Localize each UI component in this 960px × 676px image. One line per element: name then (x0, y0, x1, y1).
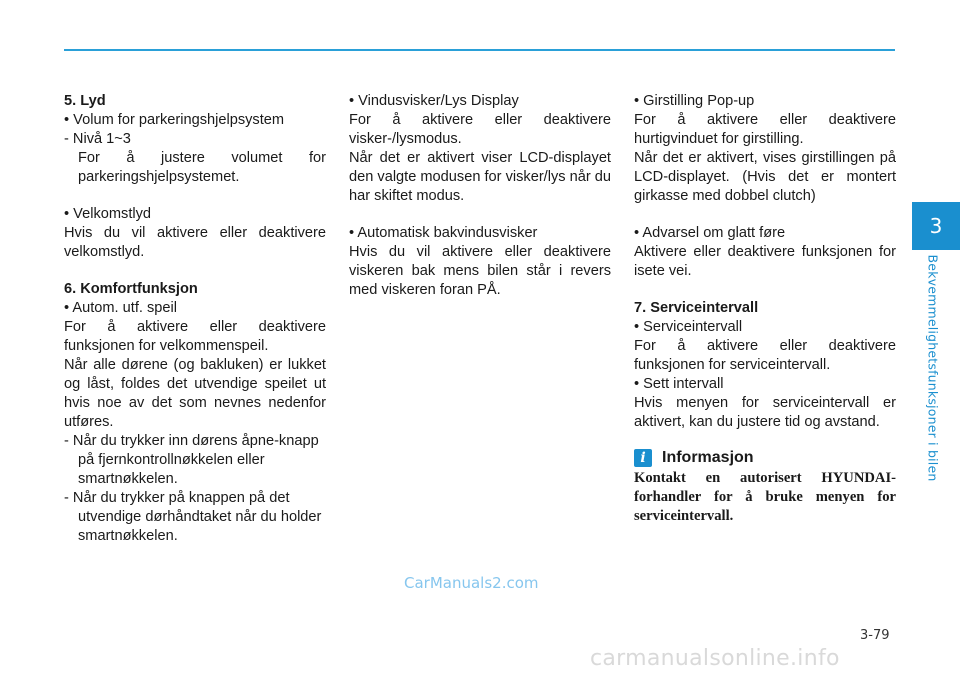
bullet-wiper-display: • Vindusvisker/Lys Display (349, 93, 519, 109)
header-rule (64, 49, 895, 51)
dash-remote-button: - Når du trykker inn dørens åpne-knapp på fjernkontrollnøkkelen eller smartnøkkelen. (64, 433, 319, 487)
text-gear-lcd: Når det er aktivert, vises girstillingen på LCD-displayet. (Hvis det er montert girkasse med dobbel clutch) (634, 150, 896, 204)
text-auto-mirror: For å aktivere eller deaktivere funksjonen for velkommenspeil. (64, 319, 326, 354)
dash-door-handle: - Når du trykker på knappen på det utvendige dørhåndtaket når du holder smartnøkkelen. (64, 490, 322, 544)
text-welcome-sound: Hvis du vil aktivere eller deaktivere velkomstlyd. (64, 225, 326, 260)
info-box-header (634, 448, 896, 467)
page-number: 3-79 (860, 628, 890, 643)
text-gear-popup: For å aktivere eller deaktivere hurtigvinduet for girstilling. (634, 112, 896, 147)
text-mirror-conditions: Når alle dørene (og bakluken) er lukket og låst, foldes det utvendige speilet ut hvis noe av det som nevnes nedenfor utføres. (64, 357, 326, 430)
dash-level: - Nivå 1~3 (64, 131, 131, 147)
text-icy-road: Aktivere eller deaktivere funksjonen for isete vei. (634, 244, 896, 279)
bullet-icy-road: • Advarsel om glatt føre (634, 225, 786, 241)
bullet-set-interval: • Sett intervall (634, 376, 724, 392)
text-set-interval: Hvis menyen for serviceintervall er aktivert, kan du justere tid og avstand. (634, 395, 896, 430)
section-heading-sound: 5. Lyd (64, 93, 106, 109)
column-middle (349, 92, 611, 300)
section-heading-service: 7. Serviceintervall (634, 300, 759, 316)
watermark-top: CarManuals2.com (404, 574, 539, 592)
column-right (634, 92, 896, 526)
bullet-rear-wiper: • Automatisk bakvindusvisker (349, 225, 538, 241)
text-rear-wiper: Hvis du vil aktivere eller deaktivere viskeren bak mens bilen står i revers med viskeren foran PÅ. (349, 244, 611, 298)
column-left (64, 92, 326, 546)
info-icon: i (634, 449, 652, 467)
chapter-title: Bekvemmelighetsfunksjoner i bilen (925, 254, 941, 482)
text-wiper-lcd: Når det er aktivert viser LCD-displayet den valgte modusen for visker/lys når du har skiftet modus. (349, 150, 612, 204)
bullet-service-interval: • Serviceintervall (634, 319, 743, 335)
bullet-auto-mirror: • Autom. utf. speil (64, 300, 177, 316)
text-parking-volume: For å justere volumet for parkeringshjelpsystemet. (78, 150, 326, 185)
bullet-welcome-sound: • Velkomstlyd (64, 206, 152, 222)
bullet-gear-popup: • Girstilling Pop-up (634, 93, 755, 109)
section-heading-comfort: 6. Komfortfunksjon (64, 281, 198, 297)
watermark-bottom: carmanualsonline.info (590, 646, 840, 671)
text-wiper-display: For å aktivere eller deaktivere visker-/lysmodus. (349, 112, 611, 147)
info-title: Informasjon (662, 449, 754, 466)
chapter-number-tab: 3 (912, 202, 960, 250)
bullet-parking-volume: • Volum for parkeringshjelpsystem (64, 112, 285, 128)
info-text: Kontakt en autorisert HYUNDAI-forhandler for å bruke menyen for serviceintervall. (634, 470, 896, 524)
text-service-interval: For å aktivere eller deaktivere funksjonen for serviceintervall. (634, 338, 896, 373)
